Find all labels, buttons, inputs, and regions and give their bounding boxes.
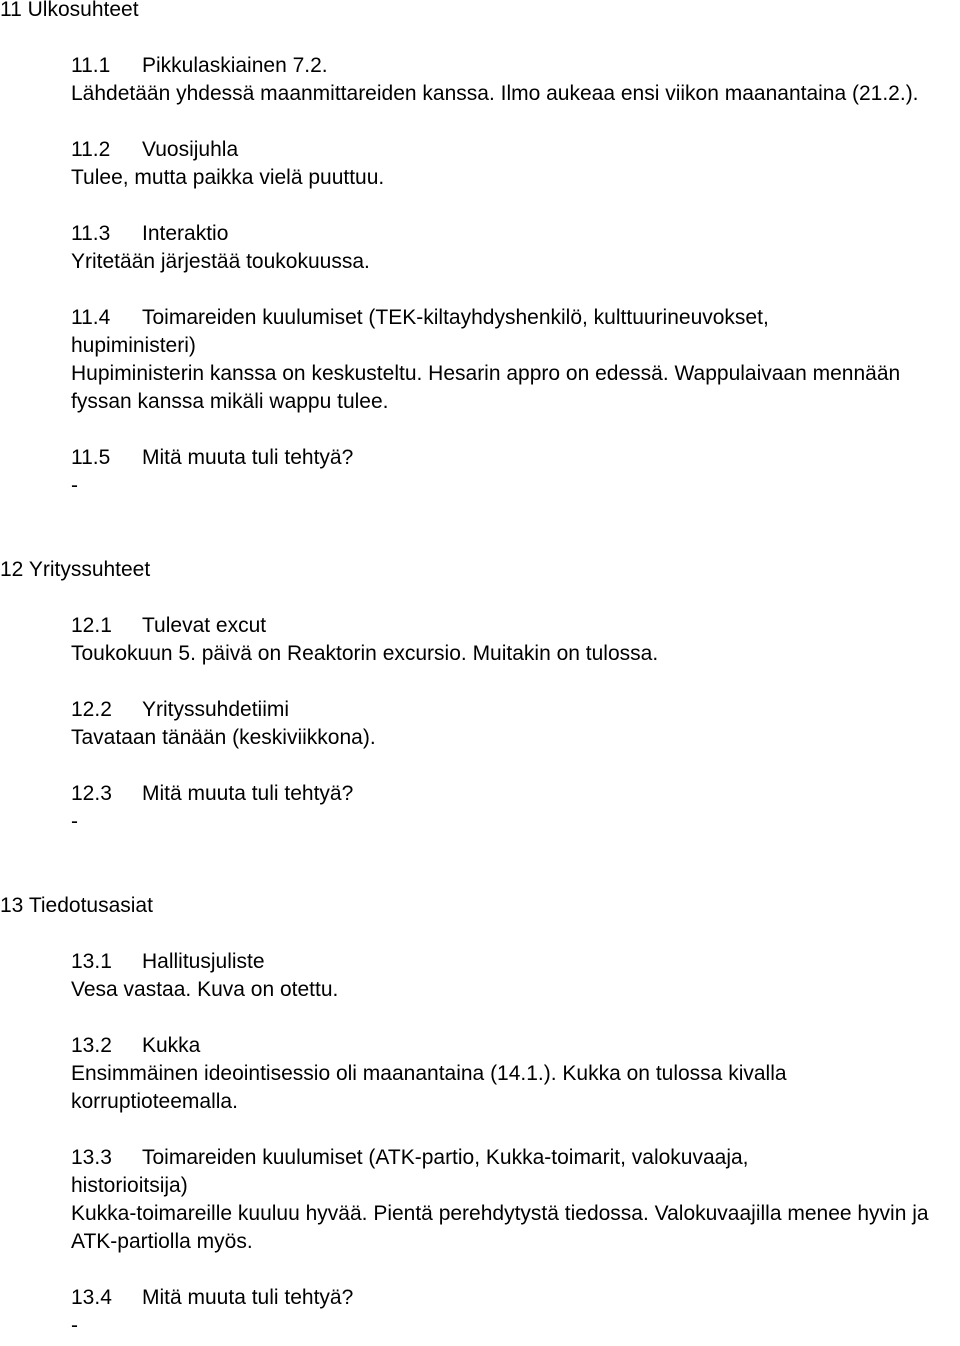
agenda-item-11-1 [0, 52, 960, 108]
spacer [0, 920, 960, 948]
spacer [0, 668, 960, 696]
item-title: Tulevat excut [142, 614, 267, 637]
item-body: Toukokuun 5. päivä on Reaktorin excursio. Muitakin on tulossa. [71, 642, 659, 665]
section-heading-12: 12 Yrityssuhteet [0, 558, 151, 581]
spacer [0, 1004, 960, 1032]
item-number: 11.5 [71, 446, 111, 469]
item-title-continued: hupiministeri) [71, 334, 196, 357]
item-title: Toimareiden kuulumiset (ATK-partio, Kukka-toimarit, valokuvaaja, [142, 1146, 749, 1169]
item-body: Yritetään järjestää toukokuussa. [71, 250, 370, 273]
item-body: Vesa vastaa. Kuva on otettu. [71, 978, 339, 1001]
agenda-item-11-3 [0, 220, 960, 276]
item-number: 13.2 [71, 1034, 112, 1057]
item-number: 12.1 [71, 614, 112, 637]
item-body: Tulee, mutta paikka vielä puuttuu. [71, 166, 385, 189]
item-title: Mitä muuta tuli tehtyä? [142, 1286, 354, 1309]
spacer [0, 1256, 960, 1284]
spacer [0, 24, 960, 52]
item-title: Kukka [142, 1034, 201, 1057]
agenda-item-11-4 [0, 304, 960, 416]
section-heading-11: 11 Ulkosuhteet [0, 0, 139, 21]
item-number: 12.2 [71, 698, 112, 721]
item-title: Yrityssuhdetiimi [142, 698, 290, 721]
agenda-item-12-2 [0, 696, 960, 752]
section-heading-13: 13 Tiedotusasiat [0, 894, 153, 917]
item-title: Mitä muuta tuli tehtyä? [142, 446, 354, 469]
item-body: Lähdetään yhdessä maanmittareiden kanssa. Ilmo aukeaa ensi viikon maanantaina (21.2.). [71, 82, 919, 105]
item-title: Mitä muuta tuli tehtyä? [142, 782, 354, 805]
item-title: Toimareiden kuulumiset (TEK-kiltayhdyshenkilö, kulttuurineuvokset, [142, 306, 769, 329]
item-number: 11.3 [71, 222, 111, 245]
agenda-item-11-2 [0, 136, 960, 192]
item-number: 13.4 [71, 1286, 112, 1309]
spacer [0, 108, 960, 136]
item-body: Kukka-toimareille kuuluu hyvää. Pientä perehdytystä tiedossa. Valokuvaajilla menee hyvin ja ATK-partiolla myös. [71, 1202, 929, 1253]
item-number: 13.1 [71, 950, 112, 973]
spacer [0, 1116, 960, 1144]
item-title: Interaktio [142, 222, 229, 245]
agenda-item-13-3 [0, 1144, 960, 1256]
spacer [0, 752, 960, 780]
item-number: 13.3 [71, 1146, 112, 1169]
spacer [0, 584, 960, 612]
item-number: 11.2 [71, 138, 111, 161]
spacer [0, 276, 960, 304]
item-title: Vuosijuhla [142, 138, 239, 161]
item-title: Pikkulaskiainen 7.2. [142, 54, 328, 77]
spacer [0, 192, 960, 220]
agenda-item-13-2 [0, 1032, 960, 1116]
item-title: Hallitusjuliste [142, 950, 265, 973]
item-title-continued: historioitsija) [71, 1174, 188, 1197]
spacer [0, 500, 960, 556]
agenda-item-12-3 [0, 780, 960, 836]
agenda-item-13-1 [0, 948, 960, 1004]
item-number: 12.3 [71, 782, 112, 805]
spacer [0, 836, 960, 892]
spacer [0, 416, 960, 444]
item-number: 11.4 [71, 306, 111, 329]
item-body: - [71, 810, 78, 833]
item-body: Hupiministerin kanssa on keskusteltu. Hesarin appro on edessä. Wappulaivaan mennään fyssan kanssa mikäli wappu tulee. [71, 362, 901, 413]
agenda-item-11-5 [0, 444, 960, 500]
item-body: - [71, 1314, 78, 1337]
item-body: - [71, 474, 78, 497]
item-body: Tavataan tänään (keskiviikkona). [71, 726, 376, 749]
agenda-item-13-4 [0, 1284, 960, 1340]
item-body: Ensimmäinen ideointisessio oli maanantaina (14.1.). Kukka on tulossa kivalla korruptioteemalla. [71, 1062, 787, 1113]
agenda-item-12-1 [0, 612, 960, 668]
item-number: 11.1 [71, 54, 111, 77]
